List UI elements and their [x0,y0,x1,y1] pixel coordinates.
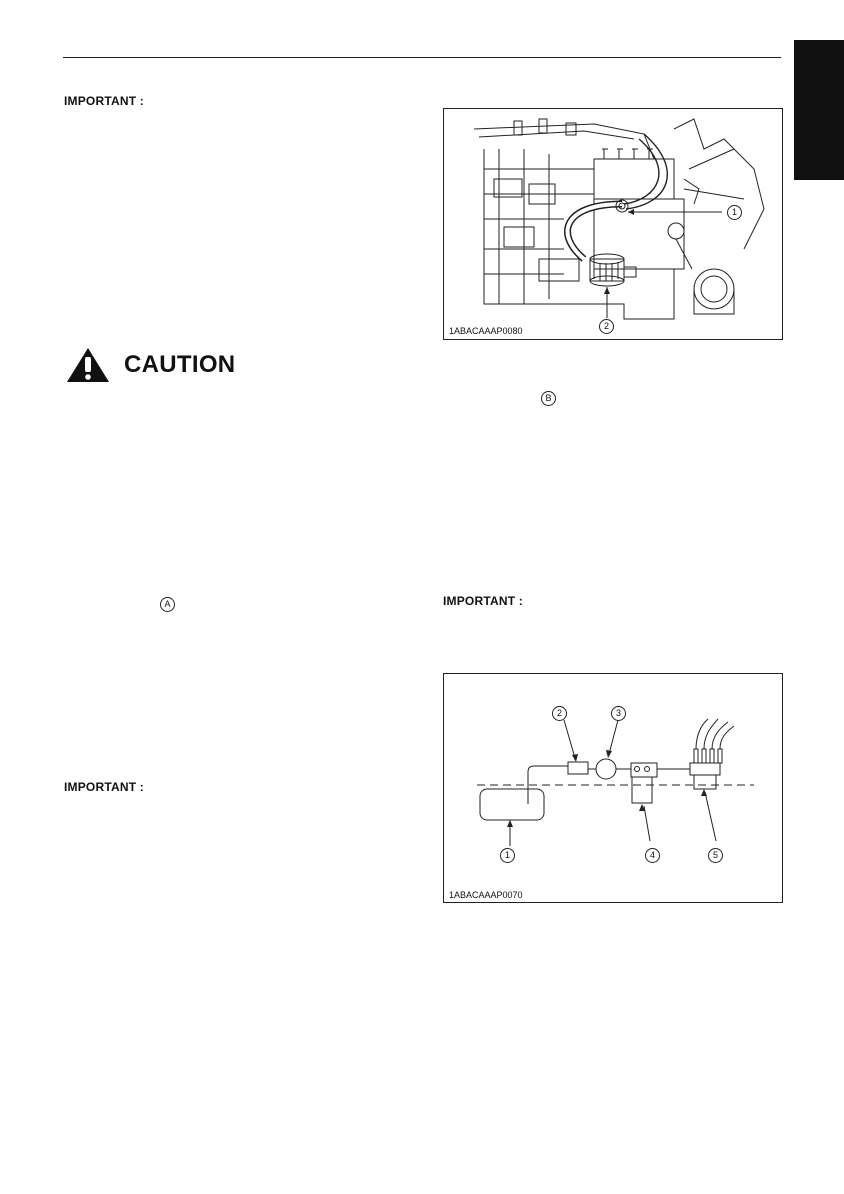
header-rule [63,57,781,58]
important-heading-1: IMPORTANT : [64,94,144,108]
figure-1-callout-1: 1 [727,205,742,220]
figure-1-code: 1ABACAAAP0080 [449,326,523,336]
marker-b: B [541,391,556,406]
figure-2-callout-2: 2 [552,706,567,721]
figure-1-callout-2: 2 [599,319,614,334]
figure-2-callout-4: 4 [645,848,660,863]
figure-2-callout-3: 3 [611,706,626,721]
engine-illustration-figure [443,108,783,340]
important-heading-2: IMPORTANT : [443,594,523,608]
marker-a: A [160,597,175,612]
figure-2-callout-1: 1 [500,848,515,863]
section-tab [794,40,844,180]
caution-block [66,346,235,384]
warning-triangle-icon [66,347,110,383]
caution-label: CAUTION [124,351,236,378]
engine-illustration [444,109,782,339]
figure-2-callout-5: 5 [708,848,723,863]
important-heading-3: IMPORTANT : [64,780,144,794]
figure-2-code: 1ABACAAAP0070 [449,890,523,900]
fuel-system-diagram-figure [443,673,783,903]
